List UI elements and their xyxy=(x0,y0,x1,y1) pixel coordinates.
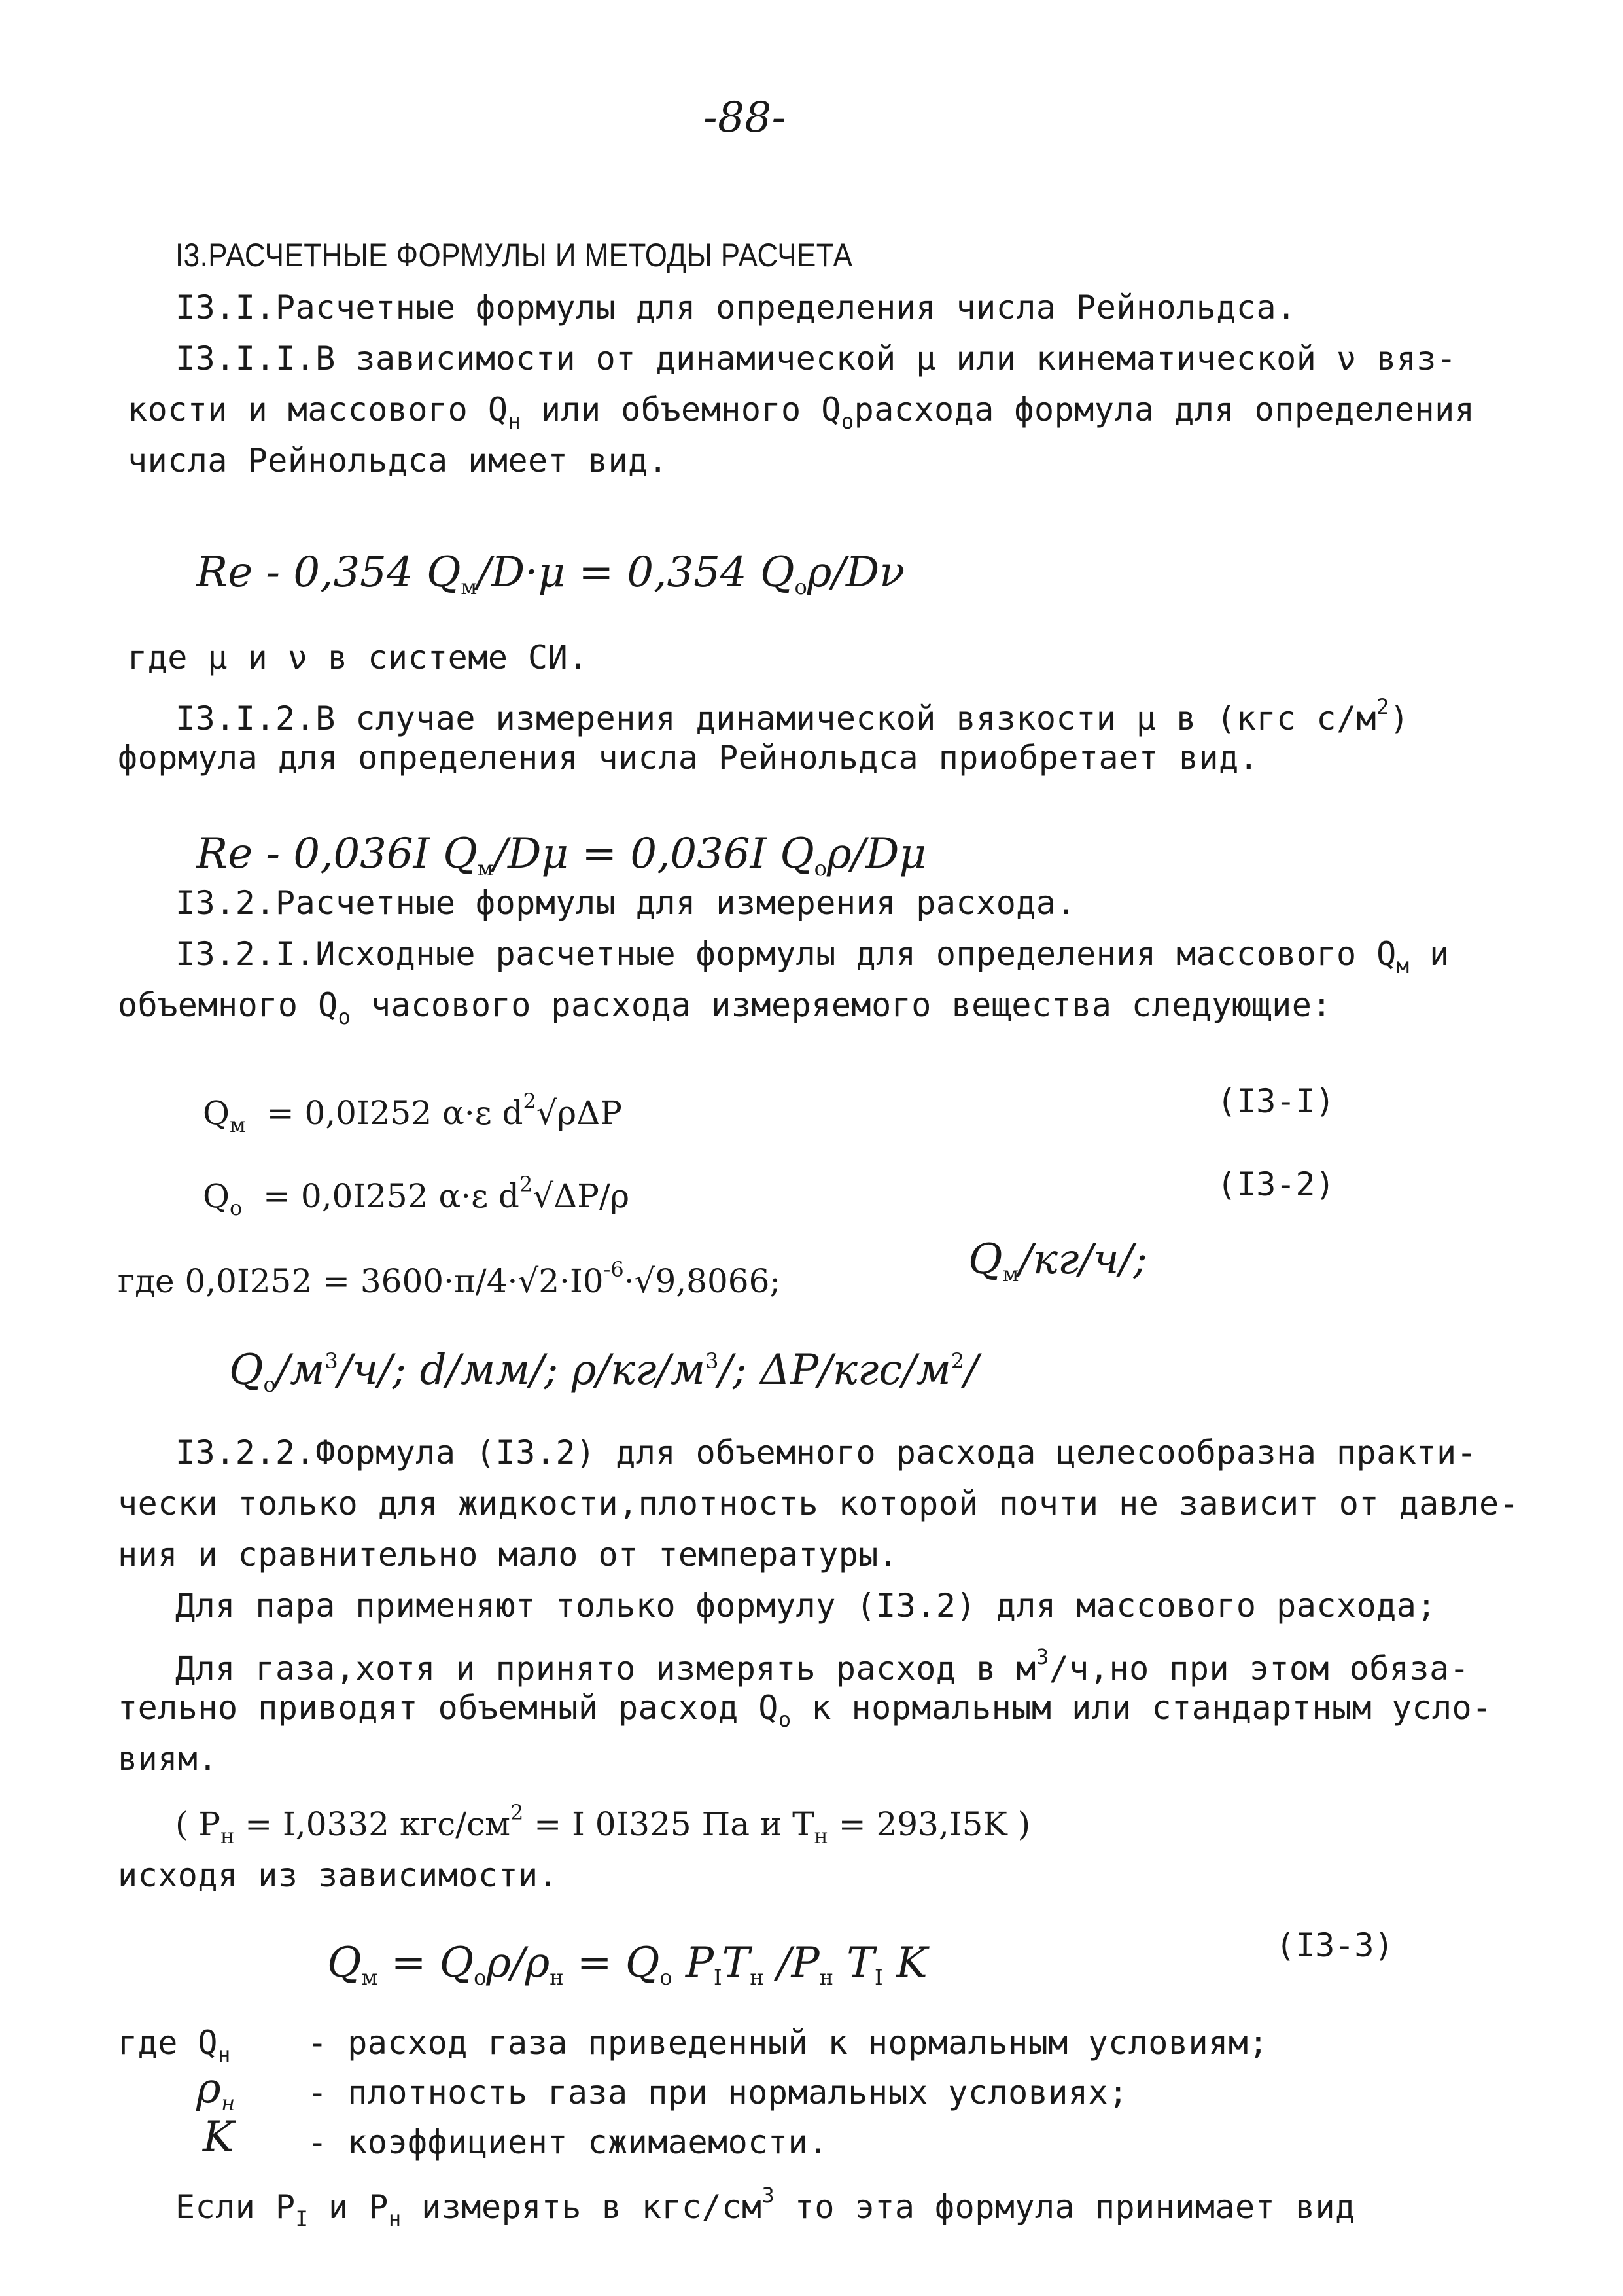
formula-13-2: $Q_o = 0,0I252$ α·ε $d^2√\Delta P/\rho$ xyxy=(203,1172,630,1220)
where-line: где μ и ν в системе СИ. xyxy=(128,639,588,677)
definition-text: - коэффициент сжимаемости. xyxy=(307,2123,828,2161)
paragraph-line: кости и массового $Q_н$ или объемного $Q_oрасхода$ формула для определения xyxy=(128,391,1475,434)
paragraph-line: I3.2.I.Исходные расчетные формулы для определения массового $Q_м$ и xyxy=(175,935,1450,978)
paragraph-line: виям. xyxy=(118,1740,218,1778)
constant-definition: где $0,0I252 = 3600\cdot\pi/4\cdot√2\cdot I0^{-6}\cdot√9,8066$; xyxy=(118,1257,781,1300)
paragraph-line: Для пара применяют только формулу (I3.2) для массового расхода; xyxy=(175,1587,1437,1625)
paragraph-line: формула для определения числа Рейнольдса приобретает вид. xyxy=(118,739,1259,777)
normal-conditions: ( $P_н = I,0332$ кгс/$см^2 = I$ 0I325 Па и $T_н = 293,I5K$ ) xyxy=(175,1800,1031,1848)
paragraph-line: ния и сравнительно мало от температуры. xyxy=(118,1536,899,1574)
units-line-2: $Q_o/м^3/ч/$; d/мм/; $\rho/кг/м^3/$; $\Delta P/кгс/м^2/$ xyxy=(229,1346,979,1397)
section-heading: I3.РАСЧЕТНЫЕ ФОРМУЛЫ И МЕТОДЫ РАСЧЕТА xyxy=(175,237,853,274)
definition-symbol: K xyxy=(203,2113,235,2161)
subsection-title-1: I3.I.Расчетные формулы для определения числа Рейнольдса. xyxy=(175,289,1297,327)
paragraph-line: тельно приводят объемный расход $Q_o$ к нормальным или стандартным усло- xyxy=(118,1689,1492,1732)
equation-number: (I3-3) xyxy=(1276,1926,1394,1964)
paragraph-line: I3.I.2.В случае измерения динамической вязкости μ в (кгс $с/м^2$) xyxy=(175,694,1410,737)
paragraph-line: I3.I.I.В зависимости от динамической μ или кинематической ν вяз- xyxy=(175,340,1457,378)
units-line-1: $Q_м/кг/ч/$; xyxy=(968,1235,1147,1286)
subsection-title-2: I3.2.Расчетные формулы для измерения расхода. xyxy=(175,884,1077,922)
formula-reynolds-1: Re - 0,354 $Q_м/D\cdot\mu = 0,354$ $Q_o\rho/D\nu$ xyxy=(196,548,905,599)
paragraph-line: объемного $Q_o$ часового расхода измеряемого вещества следующие: xyxy=(118,986,1332,1029)
formula-reynolds-2: Re - 0,036I $Q_м/D\mu = 0,036I$ $Q_o\rho/D\mu$ xyxy=(196,830,927,881)
paragraph-line: исходя из зависимости. xyxy=(118,1856,559,1894)
paragraph-line: Для газа,хотя и принято измерять расход в $м^3/ч,но$ при этом обяза- xyxy=(175,1644,1470,1687)
definition-symbol: где $Q_н$ xyxy=(118,2024,231,2067)
definition-symbol: $\rho_н$ xyxy=(196,2064,236,2115)
definition-text: - расход газа приведенный к нормальным условиям; xyxy=(307,2024,1268,2062)
page-number: -88- xyxy=(703,94,786,142)
equation-number: (I3-I) xyxy=(1217,1082,1335,1120)
definition-text: - плотность газа при нормальных условиях; xyxy=(307,2074,1128,2111)
formula-13-3: $Q_м = Q_o\rho/\rho_н = Q_o$ $P_IT_н$ $/P_н$ $T_I$ K xyxy=(327,1939,928,1990)
paragraph-line: I3.2.2.Формула (I3.2) для объемного расхода целесообразна практи- xyxy=(175,1434,1477,1472)
formula-13-1: $Q_м = 0,0I252$ α·ε $d^2√\rho\Delta P$ xyxy=(203,1089,622,1137)
paragraph-line: числа Рейнольдса имеет вид. xyxy=(128,442,669,480)
equation-number: (I3-2) xyxy=(1217,1165,1335,1203)
paragraph-line: чески только для жидкости,плотность которой почти не зависит от давле- xyxy=(118,1485,1520,1523)
paragraph-line: Если $P_I$ и $P_н$ измерять в кгс/$см^3$ то эта формула принимает вид xyxy=(175,2183,1355,2231)
